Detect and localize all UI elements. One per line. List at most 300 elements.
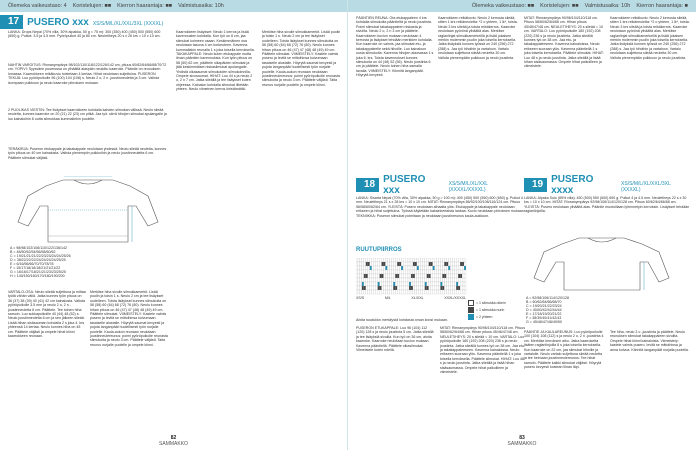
chart-cell [372,262,374,266]
chart-cell [456,274,458,278]
chart-cell [464,274,466,278]
chart-cell [389,286,391,290]
right-col-mid-a: PUSERON ETUKAPPALE: Luo 96 (104) 112 (120) 128 s ja neulo joustinta 5 cm. Jatka sileällä ja tee lisäyksiä sivuilla. Kun työ on 36 cm, aloita kaarroke. Kaarroke neulotaan kuvion mukaan. Kavenna pääntiellä. Päättele olkasilmukat. Viimeistele kuten edellä. [356,326,434,353]
right-text: Kaarrokkeen reikäkuvio: Neulo 2 kerrosta sileää, sitten 1 krs reikäneuletta: *2 o yhteen, 1 lk*, toista. Neulo 3 krs sileää ja toista reikäkerros. Kaarroke neulotaan pyörönä ylhäältä alas. Merkitse raglanlinjat silmukkamerkeillä ja lisää jokaisen merkin molemmin puolin joka toisella kerroksella. Jatka lisäyksiä kunnes työssä on 240 (256) 272 (288) s. Jaa työ hihoihin ja vartaloon. Vartalo neulotaan suljettuna sileää neuletta 30 cm. Vaihda pienempään puikkoon ja neulo joustinta. [610,16,690,60]
chart-cell [437,278,439,282]
chart-cell [460,270,462,274]
chart-cell [372,274,374,278]
chart-cell [364,290,366,294]
chart-cell [389,282,391,286]
chart-cell [370,286,372,290]
chart-cell [376,286,378,290]
chart-cell [440,274,442,278]
chart-cell [393,274,395,278]
chart-cell [454,266,456,270]
chart-cell [464,290,466,294]
chart-cell [415,278,417,282]
chart-cell [454,258,456,262]
chart-cell [456,286,458,290]
chart-cell [442,278,444,282]
chart-cell [399,270,401,274]
chart-cell [358,282,360,286]
chart-cell [431,278,433,282]
right-footer [348,435,696,447]
chart-cell [380,286,382,290]
chart-cell [391,290,393,294]
chart-cell [368,286,370,290]
chart-cell [364,274,366,278]
chart-cell [429,258,431,262]
chart-cell [401,290,403,294]
chart-cell [356,274,358,278]
page-number: 83 [519,435,525,441]
chart-cell [403,270,405,274]
chart-cell [440,278,442,282]
chart-cell [444,258,446,262]
chart-cell [464,266,466,270]
topbar-item: Kierron haarantaja: ■■ [117,3,173,9]
chart-cell [399,282,401,286]
chart-cell [460,274,462,278]
chart-cell [429,282,431,286]
chart-cell [360,266,362,270]
right-page [348,0,696,450]
chart-cell [413,282,415,286]
chart-cell [397,270,399,274]
chart-cell [427,282,429,286]
topbar-item: Valmistusaika: 10h [584,3,631,9]
chart-cell [387,258,389,262]
chart-cell [439,278,441,282]
chart-cell [356,270,358,274]
chart-cell [372,258,374,262]
chart-cell [401,274,403,278]
chart-cell [446,282,448,286]
chart-cell [405,282,407,286]
chart-cell [364,258,366,262]
chart-cell [435,274,437,278]
chart-cell [405,286,407,290]
chart-cell [425,270,427,274]
chart-cell [389,274,391,278]
chart-cell [437,274,439,278]
topbar-item: Koristelujen: ■■ [540,3,579,9]
chart-cell [405,266,407,270]
pattern-title: PUSERO xxx [27,16,89,28]
chart-cell [454,278,456,282]
chart-cell [411,290,413,294]
chart-cell [409,282,411,286]
chart-cell [415,282,417,286]
chart-cell [358,286,360,290]
chart-cell [395,258,397,262]
chart-cell [417,282,419,286]
chart-cell [393,282,395,286]
chart-cell [356,266,358,270]
chart-cell [391,266,393,270]
chart-cell [409,286,411,290]
chart-cell [435,286,437,290]
chart-cell [387,282,389,286]
chart-cell [358,270,360,274]
chart-cell [360,278,362,282]
chart-cell [362,278,364,282]
chart-cell [362,290,364,294]
chart-cell [358,266,360,270]
chart-cell [405,278,407,282]
pattern-sizes: XS/S/M/L/XL/XXL/3XL (XXXXL) [92,20,164,27]
topbar-item: Koristelujen: ■■ [72,3,112,9]
chart-cell [415,270,417,274]
chart-cell [356,282,358,286]
chart-cell [376,274,378,278]
chart-cell [360,282,362,286]
chart-cell [421,262,423,266]
chart-cell [439,258,441,262]
chart-cell [439,290,441,294]
chart-cell [387,290,389,294]
chart-cell [368,278,370,282]
chart-cell [439,262,441,266]
chart-cell [454,262,456,266]
chart-cell [417,262,419,266]
chart-cell [395,290,397,294]
topbar-crumb: Ölemeka vaikeustaso: 4 [8,3,67,9]
chart-cell [401,286,403,290]
chart-cell [403,266,405,270]
chart-cell [407,278,409,282]
measurement-list [10,246,170,278]
legend-item: = 1 silmukka nurin [476,308,505,312]
chart-cell [458,278,460,282]
chart-cell [442,274,444,278]
right-col-4: PÄÄNTIE JA KAULAREUNUS: Luo pyöröpuikolle 100 (104) 108 (112) s ja neulo 2 o, 2 n -joustinta 4 cm. Merkitse kerroksen alku. Jatka kaarroketta lisäten raglanlinjoilla 8 s joka toisella kerroksella. Kun kaarroke on 22 cm, jaa silmukat hihoille ja vartalolle. Neulo vartalo suljettuna sileää neuletta ja tee helmaan joustinneulereunus. Tee hihat samoin. Päättele kaikki silmukat väljästi. Höyrytä pusero kevyesti kostean liinan läpi. [524,330,604,370]
chart-cell [435,270,437,274]
chart-cell [409,278,411,282]
pattern-number: 18 [356,178,379,192]
chart-cell [356,258,358,262]
chart-cell [439,270,441,274]
chart-cell [442,270,444,274]
pattern-title: PUSERO xxx [383,174,426,196]
chart-cell [454,282,456,286]
chart-cell [431,270,433,274]
chart-cell [397,282,399,286]
pattern-17-header [0,15,347,29]
chart-cell [358,290,360,294]
chart-cell [423,286,425,290]
chart-cell [413,266,415,270]
chart-cell [464,278,466,282]
chart-cell [448,258,450,262]
chart-cell [409,262,411,266]
chart-cell [433,282,435,286]
chart-cell [433,258,435,262]
chart-cell [458,290,460,294]
chart-cell [419,258,421,262]
chart-cell [399,274,401,278]
chart-cell [429,278,431,282]
chart-cell [431,266,433,270]
measurement-list-19 [526,296,690,324]
measure-a: A = 98/98/102/106/110/122/136/142 [10,246,67,250]
chart-cell [442,286,444,290]
chart-cell [366,266,368,270]
right-col-2: Kaarrokkeen reikäkuvio: Neulo 2 kerrosta sileää, sitten 1 krs reikäneuletta: *2 o yhteen, 1 lk*, toista. Neulo 3 krs sileää ja toista reikäkerros. Kaarroke neulotaan pyörönä ylhäältä alas. Merkitse raglanlinjat silmukkamerkeillä ja lisää jokaisen merkin molemmin puolin joka toisella kerroksella. Jatka lisäyksiä kunnes työssä on 240 (256) 272 (288) s. Jaa työ hihoihin ja vartaloon. Vartalo neulotaan suljettuna sileää neuletta 30 cm. Vaihda pienempään puikkoon ja neulo joustinta. [438,16,518,60]
chart-cell [450,262,452,266]
right-topbar [348,0,696,12]
chart-cell [421,286,423,290]
chart-cell [378,282,380,286]
chart-cell [442,290,444,294]
measure-e: E = 6/16/56/66/70/70/78/78 [10,262,54,266]
right-col-1: PÄÄNTIEN REUNA: Ota etukappaleen 4 krs kohdalla silmukoita pääntieltä ja neulo joustinta. Poimi silmukat takakappaleen niskasta ja sivuilta. Neulo 2 o, 2 n 3 cm ja päättele. Kaarrokkeen kuvion mukaan neulotaan 4 kerrosta ja lisäykset tehdään merkkien kohdalla. Kun kaarroke on valmis, jaa silmukat etu- ja takakappaleelle sekä hihoille. Luo kainaloon uusia silmukoita. Kavenna hihojen alaosassa 1 s joka 6. krs. Toista kavennukset kunnes silmukoita on 44 (48) 52 (56). Neulo joustinta 6 cm ja päättele. Neulo toinen hiha samalla tavalla. VIIMEISTELY: Kiinnitä langanpäät. Höyrytä kevyesti. [356,16,434,78]
chart-cell [368,282,370,286]
chart-cell [387,278,389,282]
purl-symbol-icon [468,307,474,313]
chart-cell [405,290,407,294]
chart-cell [370,278,372,282]
chart-cell [431,290,433,294]
chart-cell [374,286,376,290]
chart-cell [444,270,446,274]
chart-cell [378,278,380,282]
chart-cell [458,282,460,286]
pattern-18-body: LANKA: Sisarta Nepal (70% villa, 30% alpakka, 50 g = 100 m): 400 (450) 500 (550) 600 (650) g. Puikot 4 mm. Neuletiheys 21 s x 28 krs = 10 x 10 cm. MITAT: Rinnanympärys 86/92/100/108/116/124 cm. Pituus 56/58/60/62/64 cm. YLEISTÄ: Pusero neulotaan alhaalta ylös. Etukappale ja takakappale neulotaan erikseen ja hihat suljettuina. Työssä käytetään kaksinkertaista lankaa. Kuvio neulotaan piirroksen mukaan. TEKNIIKKA: Puseron silmukat poimitaan ja neulotaan joustinreunus kaula-aukkoon. [356,196,525,218]
chart-cell [409,290,411,294]
chart-cell [440,286,442,290]
chart-cell [403,290,405,294]
chart-cell [413,278,415,282]
chart-cell [446,286,448,290]
chart-cell [452,270,454,274]
left-body-2: 2 PUOLIKAS VIESTIN: Tee lisäykset kaarrokkeen kohdalla kahden silmukan välissä. Neulo sileää neuletta, kunnes kaarroke on 20 (21) 22 (23) cm pitkä. Jaa työ: siirrä hihojen silmukat apulangalle ja luo kainaloihin 8 uutta silmukkaa kummallekin puolelle. [8,108,167,121]
pattern-number: 17 [0,15,23,29]
chart-cell [427,286,429,290]
chart-cell [423,270,425,274]
chart-cell [366,262,368,266]
chart-cell [431,282,433,286]
chart-cell [444,290,446,294]
chart-cell [403,258,405,262]
chart-cell [407,274,409,278]
chart-cell [389,278,391,282]
chart-cell [415,290,417,294]
chart-cell [407,266,409,270]
chart-cell [393,278,395,282]
chart-cell [419,274,421,278]
chart-cell [356,262,358,266]
chart-cell [431,286,433,290]
chart-cell [425,258,427,262]
chart-cell [372,286,374,290]
chart-cell [433,270,435,274]
chart-cell [425,274,427,278]
chart-cell [374,274,376,278]
chart-cell [421,282,423,286]
chart-cell [444,274,446,278]
chart-cell [384,270,386,274]
chart-cell [407,270,409,274]
chart-cell [429,262,431,266]
chart-cell [460,282,462,286]
chart-cell [464,262,466,266]
chart-cell [435,262,437,266]
chart-cell [456,282,458,286]
chart-cell [374,266,376,270]
chart-cell [427,262,429,266]
chart-cell [368,262,370,266]
chart-cell [421,266,423,270]
chart-cell [385,278,387,282]
chart-cell [366,282,368,286]
chart-cell [417,258,419,262]
pattern-18-block [356,174,526,196]
chart-cell [446,262,448,266]
chart-cell [439,274,441,278]
chart-cell [462,286,464,290]
chart-cell [411,270,413,274]
chart-cell [417,266,419,270]
chart-cell [374,262,376,266]
chart-cell [444,262,446,266]
chart-cell [378,286,380,290]
chart-cell [437,270,439,274]
chart-cell [425,262,427,266]
chart-cell [397,262,399,266]
size-label: XL/XXL [411,296,424,300]
left-intro: LANKA: Drops Nepal (70% villa, 30% alpakka, 50 g = 75 m): 300 (350) 400 (450) 500 (550) 600 (650) g. Puikot: 3.5 ja 4.5 mm. Pyöröpuikot 40 ja 80 cm. Neuletiheys 20 s x 26 krs = 10 x 10 cm. [8,30,161,39]
chart-cell [452,266,454,270]
chart-cell [362,282,364,286]
chart-cell [429,274,431,278]
chart-cell [411,274,413,278]
chart-cell [376,278,378,282]
chart-cell [399,266,401,270]
chart-cell [384,262,386,266]
chart-cell [356,290,358,294]
chart-cell [433,274,435,278]
chart-cell [419,262,421,266]
chart-cell [446,270,448,274]
chart-cell [358,278,360,282]
chart-cell [364,278,366,282]
chart-cell [421,258,423,262]
legend-item: = 2 yhteen [476,315,493,319]
left-col-3: Merkitse hiha sivulle silmukkamerkit. Lisää puolin ja toisin 1 s. Neulo 2 cm ja tee lisäykset uudelleen. Toista lisäykset kunnes silmukoita on 56 (58) 60 (64) 68 (72) 76 (80). Neulo kunnes hihan pituus on 46 (47) 47 (48) 48 (49) 49 cm. Päättele silmukat. VIIMEISTELY: Kastele valmis pusero ja levitä se mittoihinsa kuivumaan tasaiselle alustalle. Höyrytä saumat kevyesti ja pujota langanpäät huolellisesti työn nurjalle puolelle. Kaula-aukon reunaan neulotaan joustinneulereunus: poimi pyöröpuikolle reunasta silmukoita ja neulo 3 cm. Päättele väljästi. Taita reunus nurjalle puolelle ja ompele kiinni. [90,290,168,347]
chart-cell [366,286,368,290]
chart-cell [435,278,437,282]
size-label: XXXL/XXXXL [444,296,466,300]
chart-cell [462,274,464,278]
chart-cell [452,286,454,290]
chart-cell [425,282,427,286]
chart-cell [448,290,450,294]
chart-cell [442,282,444,286]
chart-cell [407,290,409,294]
chart-cell [360,286,362,290]
chart-cell [413,290,415,294]
chart-cell [391,258,393,262]
chart-cell [442,258,444,262]
chart-cell [374,278,376,282]
chart-cell [364,266,366,270]
chart-cell [448,282,450,286]
chart-cell [370,266,372,270]
chart-cell [437,262,439,266]
chart-cell [460,258,462,262]
chart-cell [456,262,458,266]
chart-cell [446,266,448,270]
chart-cell [399,286,401,290]
chart-cell [389,258,391,262]
chart-cell [460,262,462,266]
chart-cell [437,290,439,294]
chart-cell [452,278,454,282]
chart-cell [387,270,389,274]
pattern-sizes: XS/S/M/L/XL/XXL/3XL (XXXXL) [621,180,671,193]
chart-cell [427,290,429,294]
measure-d: D = 38/22/22/22/24/24/24/24/25/25 [10,258,66,262]
chart-cell [448,274,450,278]
chart-cell [401,266,403,270]
chart-cell [364,262,366,266]
chart-cell [440,290,442,294]
chart-cell [380,282,382,286]
chart-cell [423,266,425,270]
chart-cell [435,290,437,294]
chart-cell [360,274,362,278]
chart-cell [378,262,380,266]
chart-cell [440,270,442,274]
chart-cell [450,278,452,282]
chart-cell [419,270,421,274]
left-col-4: Kaarrokkeen lisäykset: Neulo 1 kerros ja lisää kavennusten kohdalla. Kun työ on 8 cm, jaa silmukat kolmeen osaan. Keskimmäinen osa neulotaan tasona 4 cm korkeuteen. Kavenna kummallakin reunalla 1 s joka toisella kerroksella. TAKAKAPPALE: Neulo kuten etukappale mutta ilman pääntien kavennuksia. Kun työn pituus on 58 (60) 62 cm, päättele olkapäiden silmukat ja jätä keskimmäiset niskasilmukat apulangalle. Yhdistä olkasaumat silmukoiden silmukoinnilla. Ompele sivusaumat. HIHAT: Luo 44 s ja neulo 2 o, 2 n 7 cm. Jatka sileällä ja tee lisäykset kuten ohjeessa. Kainalon kohdalla silmukat liitetään yhteen. Neulo viimeinen kerros kiristämättä. [176,30,255,92]
chart-cell [413,258,415,262]
measure: F = 38/39/40/41/42/43 [526,316,562,320]
chart-cell [460,290,462,294]
chart-cell [454,290,456,294]
chart-cell [368,274,370,278]
chart-cell [401,278,403,282]
chart-cell [387,262,389,266]
measure-f: F = 15/17/18/18/18/21/21/21/22 [10,266,61,270]
chart-cell [389,266,391,270]
chart-cell [444,278,446,282]
chart-cell [362,258,364,262]
chart-cell [425,290,427,294]
chart-size-labels [356,296,466,300]
measure: B = 60/62/64/66/68/70 [526,300,562,304]
chart-cell [384,286,386,290]
chart-cell [403,278,405,282]
chart-cell [452,290,454,294]
chart-cell [444,266,446,270]
chart-cell [462,258,464,262]
chart-cell [411,278,413,282]
chart-cell [415,258,417,262]
chart-cell [442,266,444,270]
chart-cell [395,274,397,278]
chart-cell [378,270,380,274]
chart-cell [415,262,417,266]
chart-cell [380,274,382,278]
chart-cell [395,262,397,266]
chart-cell [454,270,456,274]
ruler-title: RUUTUPIIRROS [356,247,402,253]
chart-cell [387,274,389,278]
chart-cell [391,274,393,278]
